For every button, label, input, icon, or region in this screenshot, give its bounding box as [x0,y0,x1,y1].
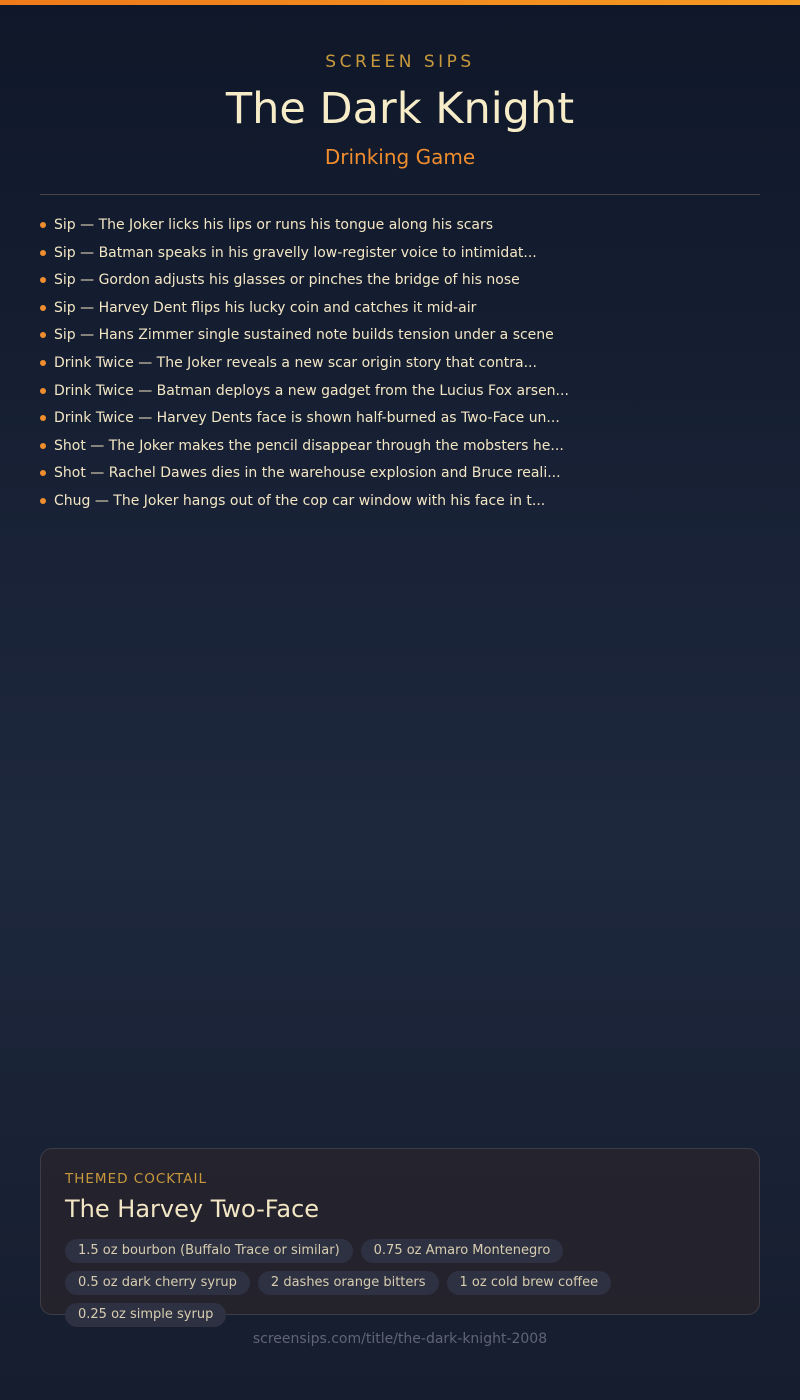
rule-item [40,297,760,325]
ingredient-chip: 0.75 oz Amaro Montenegro [361,1239,564,1263]
rule-item [40,435,760,463]
page-subtitle: Drinking Game [324,145,476,169]
rule-item [40,407,760,435]
bullet-dot-icon [40,250,46,256]
bullet-dot-icon [40,360,46,366]
rule-text: Drink Twice — Harvey Dents face is shown half-burned as Two-Face un... [54,410,560,427]
rule-text: Shot — Rachel Dawes dies in the warehouse explosion and Bruce reali... [54,465,561,482]
rule-text: Sip — Hans Zimmer single sustained note builds tension under a scene [54,327,554,344]
rule-text: Sip — Gordon adjusts his glasses or pinches the bridge of his nose [54,272,520,289]
rule-item [40,490,760,518]
bullet-dot-icon [40,498,46,504]
rule-item [40,324,760,352]
bullet-dot-icon [40,415,46,421]
ingredient-chip: 1.5 oz bourbon (Buffalo Trace or similar) [65,1239,353,1263]
header-divider [40,194,760,195]
ingredient-list [65,1239,745,1327]
accent-top-bar [0,0,800,5]
rules-list [40,214,760,518]
rule-text: Drink Twice — The Joker reveals a new scar origin story that contra... [54,354,537,371]
rule-item [40,269,760,297]
rule-text: Chug — The Joker hangs out of the cop car window with his face in t... [54,492,546,509]
bullet-dot-icon [40,443,46,449]
cocktail-name: The Harvey Two-Face [65,1195,320,1223]
cocktail-section-label: THEMED COCKTAIL [65,1171,208,1187]
rule-text: Shot — The Joker makes the pencil disappear through the mobsters he... [54,437,564,454]
bullet-dot-icon [40,470,46,476]
rule-text: Drink Twice — Batman deploys a new gadget from the Lucius Fox arsen... [54,382,569,399]
ingredient-chip: 0.25 oz simple syrup [65,1303,226,1327]
rule-item [40,242,760,270]
ingredient-chip: 0.5 oz dark cherry syrup [65,1271,250,1295]
brand-label: SCREEN SIPS [325,52,475,72]
bullet-dot-icon [40,388,46,394]
bullet-dot-icon [40,277,46,283]
page-title: The Dark Knight [225,84,575,134]
rule-text: Sip — Batman speaks in his gravelly low-register voice to intimidat... [54,244,537,261]
rule-item [40,214,760,242]
rule-text: Sip — Harvey Dent flips his lucky coin and catches it mid-air [54,299,477,316]
rule-item [40,462,760,490]
ingredient-chip: 1 oz cold brew coffee [447,1271,612,1295]
rule-text: Sip — The Joker licks his lips or runs his tongue along his scars [54,217,494,233]
bullet-dot-icon [40,222,46,228]
bullet-dot-icon [40,305,46,311]
footer-url: screensips.com/title/the-dark-knight-2008 [252,1331,548,1347]
ingredient-chip: 2 dashes orange bitters [258,1271,439,1295]
cocktail-card [40,1148,760,1322]
bullet-dot-icon [40,332,46,338]
rule-item [40,380,760,408]
rule-item [40,352,760,380]
